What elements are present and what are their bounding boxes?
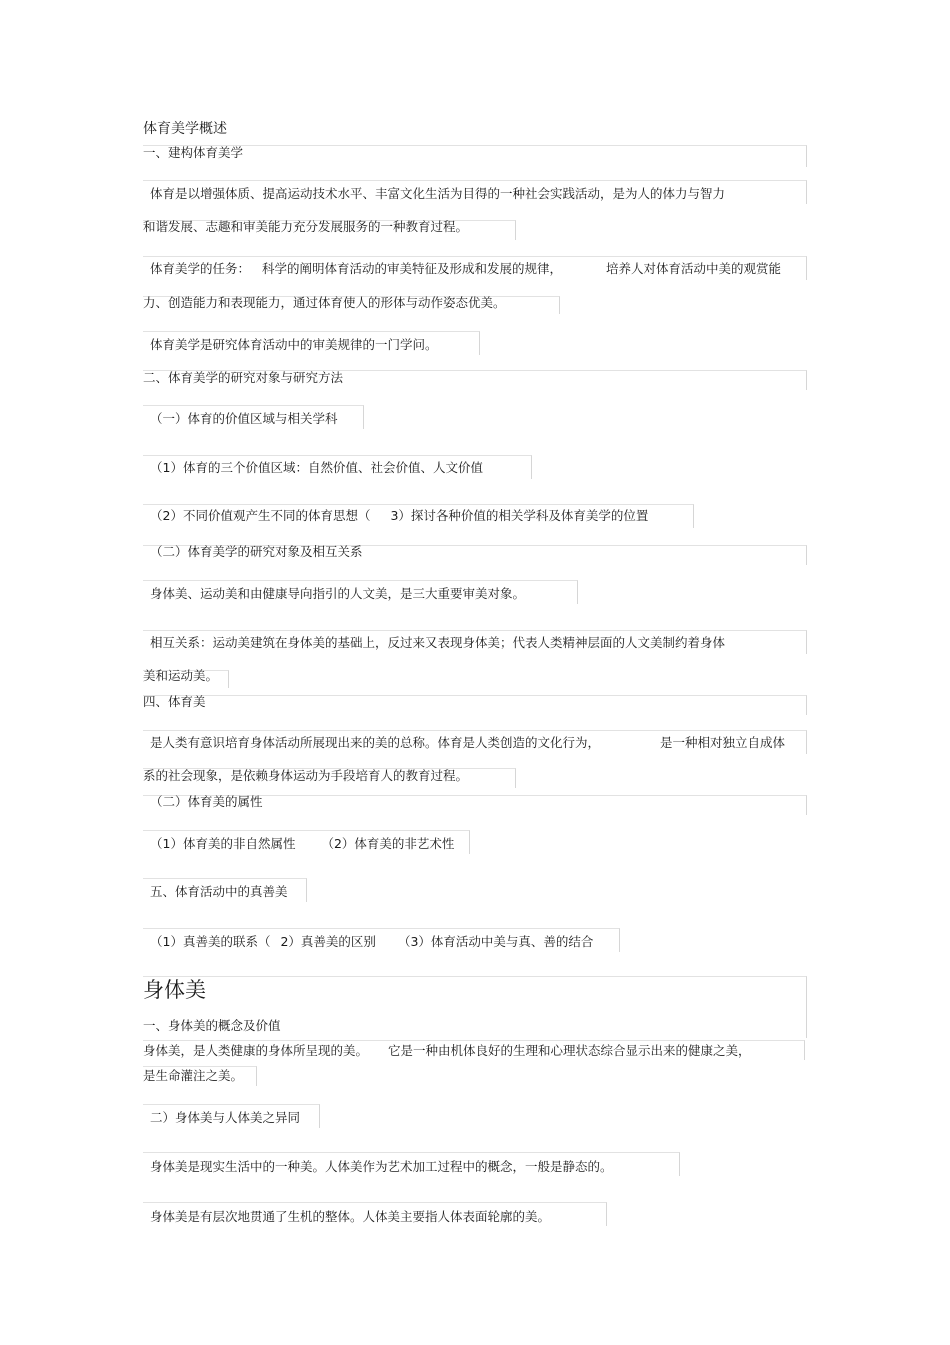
text-span: （2）不同价值观产生不同的体育思想（	[150, 508, 371, 523]
frame	[143, 695, 807, 715]
paragraph-line: 和谐发展、志趣和审美能力充分发展服务的一种教育过程。	[143, 219, 469, 234]
paragraph-line: 相互关系：运动美建筑在身体美的基础上，反过来又表现身体美；代表人类精神层面的人文美制约着身体	[150, 635, 726, 650]
paragraph-line: 身体美是有层次地贯通了生机的整体。人体美主要指人体表面轮廓的美。	[150, 1209, 551, 1224]
list-item	[150, 508, 648, 524]
subsection-heading: （一）体育的价值区域与相关学科	[150, 411, 338, 426]
section-heading-1: 一、建构体育美学	[143, 145, 244, 160]
document-title: 体育美学概述	[143, 121, 227, 137]
section-heading: 一、身体美的概念及价值	[143, 1018, 281, 1033]
text-span: 体育美学的任务：	[150, 261, 251, 276]
section-heading-4: 四、体育美	[143, 694, 206, 709]
text-span: 2）真善美的区别	[280, 934, 376, 949]
text-span: 3）探讨各种价值的相关学科及体育美学的位置	[390, 508, 649, 523]
paragraph-line: 力、创造能力和表现能力，通过体育使人的形体与动作姿态优美。	[143, 295, 506, 310]
text-span: 培养人对体育活动中美的观赏能	[606, 261, 782, 276]
paragraph-line: 系的社会现象，是依赖身体运动为手段培育人的教育过程。	[143, 768, 469, 783]
text-span: （1）真善美的联系（	[150, 934, 271, 949]
section-heading-2: 二、体育美学的研究对象与研究方法	[143, 370, 344, 385]
section-heading-5: 五、体育活动中的真善美	[150, 884, 288, 899]
paragraph-line: 美和运动美。	[143, 668, 219, 683]
text-span: （1）体育美的非自然属性	[150, 836, 296, 851]
text-span: （3）体育活动中美与真、善的结合	[397, 934, 594, 949]
paragraph-line	[143, 1043, 751, 1059]
paragraph-line: 体育美学是研究体育活动中的审美规律的一门学问。	[150, 337, 438, 352]
list-item: （1）体育的三个价值区域：自然价值、社会价值、人文价值	[150, 460, 483, 475]
paragraph-line: 体育是以增强体质、提高运动技术水平、丰富文化生活为目得的一种社会实践活动，是为人的体力与智力	[150, 186, 726, 201]
text-span: 科学的阐明体育活动的审美特征及形成和发展的规律，	[262, 261, 563, 276]
paragraph-line: 身体美、运动美和由健康导向指引的人文美，是三大重要审美对象。	[150, 586, 526, 601]
text-span: 是人类有意识培育身体活动所展现出来的美的总称。体育是人类创造的文化行为，	[150, 735, 601, 750]
text-span: 身体美，是人类健康的身体所呈现的美。	[143, 1043, 369, 1058]
text-span: 是一种相对独立自成体	[660, 735, 786, 750]
paragraph-line: 身体美是现实生活中的一种美。人体美作为艺术加工过程中的概念，一般是静态的。	[150, 1159, 613, 1174]
paragraph-line: 是生命灌注之美。	[143, 1068, 244, 1083]
list-item	[150, 934, 593, 950]
text-span: 它是一种由机体良好的生理和心理状态综合显示出来的健康之美，	[388, 1043, 751, 1058]
chapter-heading: 身体美	[143, 978, 206, 1002]
list-item	[150, 836, 454, 852]
text-span: （2）体育美的非艺术性	[321, 836, 455, 851]
section-heading: 二）身体美与人体美之异同	[150, 1110, 301, 1125]
subsection-heading: （二）体育美的属性	[150, 794, 263, 809]
paragraph-line	[150, 261, 781, 277]
subsection-heading: （二）体育美学的研究对象及相互关系	[150, 544, 363, 559]
paragraph-line	[150, 735, 785, 751]
